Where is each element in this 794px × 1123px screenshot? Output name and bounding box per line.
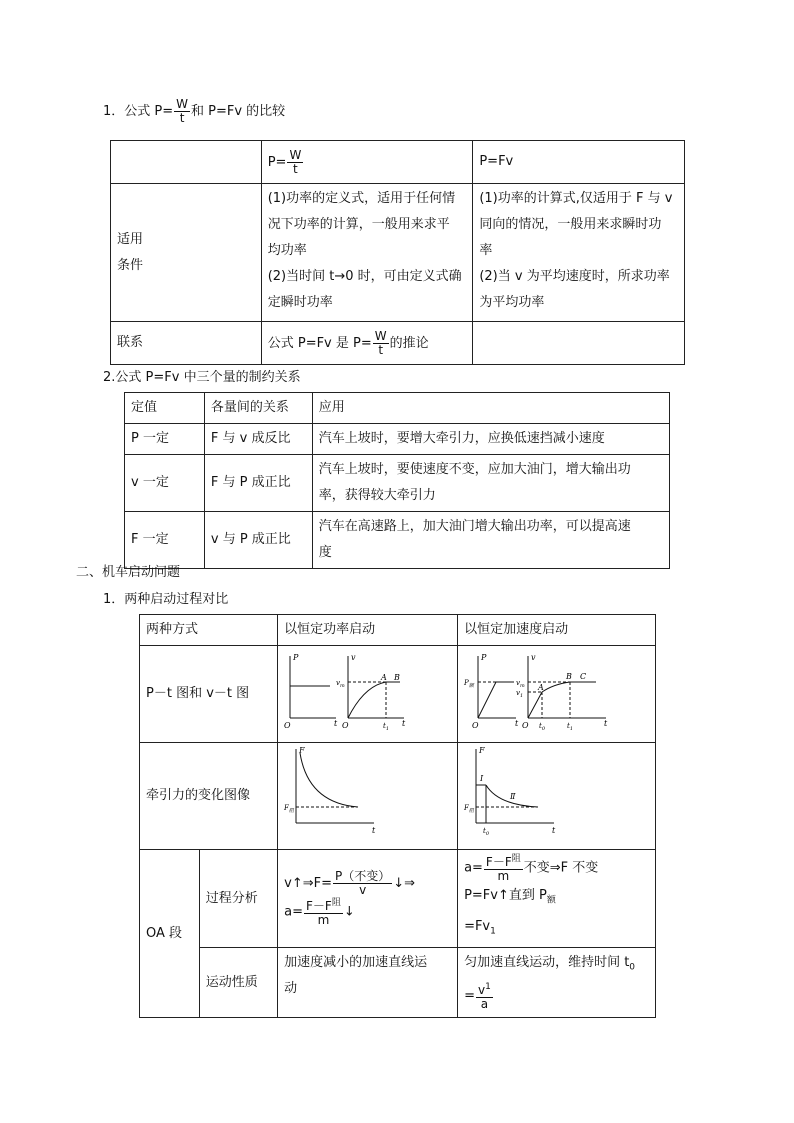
axis-F: F [299, 746, 305, 755]
origin-O: O [284, 721, 291, 730]
origin-O: O [342, 721, 349, 730]
pt-vt-graph-constant-power [278, 646, 448, 732]
table-row-app: 汽车上坡时，要增大牵引力，应换低速挡减小速度 [312, 424, 669, 455]
axis-v: v [351, 653, 356, 662]
table-row-rel: F 与 v 成反比 [204, 424, 312, 455]
point-C: C [580, 672, 587, 681]
table-row-app: 汽车上坡时，要使速度不变，应加大油门，增大输出功 率，获得较大牵引力 [312, 455, 669, 512]
point-A: A [538, 683, 544, 692]
label-vm: $v_m$ [336, 679, 345, 689]
nature-constant-accel: 匀加速直线运动，维持时间 $t_0$ = $\frac{v^1}{a}$ [458, 948, 656, 1018]
header-cell: 定值 [125, 393, 205, 424]
row-label-oa: OA 段 [140, 850, 200, 1018]
col-header-2: P=Fv [473, 141, 685, 184]
axis-v: v [531, 653, 536, 662]
row-label-nature: 运动性质 [199, 948, 277, 1018]
s2-heading: 2.公式 P=Fv 中三个量的制约关系 [103, 370, 301, 385]
header-cell: 以恒定功率启动 [278, 615, 458, 646]
label-Fz: $F_阻$ [464, 804, 474, 814]
axis-P: P [293, 653, 299, 662]
point-B: B [394, 673, 401, 682]
table-row-rel: F 与 P 成正比 [204, 455, 312, 512]
axis-t: t [604, 719, 608, 728]
row-label-graph: P－t 图和 v－t 图 [140, 646, 278, 743]
empty-cell [111, 141, 262, 184]
empty-cell [473, 322, 685, 365]
graph-constant-power [278, 646, 458, 743]
header-cell: 两种方式 [140, 615, 278, 646]
force-graph-constant-accel [458, 743, 656, 850]
force-graph-constant-power [278, 743, 458, 850]
axis-t: t [552, 826, 556, 835]
F-t-graph-constant-accel [458, 743, 648, 839]
label-v1: $v_1$ [516, 689, 524, 699]
table-row-key: F 一定 [125, 512, 205, 569]
pt-vt-graph-constant-accel [458, 646, 648, 732]
graph-constant-accel [458, 646, 656, 743]
comparison-table [110, 140, 685, 365]
constraint-table [124, 392, 670, 569]
proc-constant-accel: a= $\frac{F-F^阻}{m}$ 不变⇒F 不变 P=Fv↑直到 $P_额$ $=Fv_1$ [458, 850, 656, 948]
label-t1: $t_1$ [567, 722, 574, 732]
s3-heading: 1．两种启动过程对比 [103, 592, 229, 607]
col-header-1: P= $\frac{W}{t}$ [261, 141, 473, 184]
label-t0: $t_0$ [483, 827, 490, 837]
table-row-key: v 一定 [125, 455, 205, 512]
row-label-apply: 适用 条件 [111, 184, 262, 322]
axis-t: t [372, 826, 376, 835]
startup-table [139, 614, 656, 1018]
table-row-app: 汽车在高速路上，加大油门增大输出功率，可以提高速 度 [312, 512, 669, 569]
table-row-key: P 一定 [125, 424, 205, 455]
nature-constant-power: 加速度减小的加速直线运 动 [278, 948, 458, 1018]
s1-heading: 1．公式 P= $\frac{W}{t}$ 和 P=Fv 的比较 [103, 97, 286, 125]
proc-constant-power: v↑⇒F= $\frac{\text{P（不变）}}{v}$ ↓⇒ a= $\frac{F-F^阻}{m}$ ↓ [278, 850, 458, 948]
point-B: B [566, 672, 572, 681]
axis-F: F [479, 746, 485, 755]
label-t0: $t_0$ [539, 722, 546, 732]
row-label-rel: 联系 [111, 322, 262, 365]
axis-P: P [481, 653, 487, 662]
label-t1: $t_1$ [383, 722, 390, 732]
header-cell: 以恒定加速度启动 [458, 615, 656, 646]
segment-I: Ⅰ [480, 774, 484, 783]
apply-calc-cell: (1)功率的计算式,仅适用于 F 与 v 同向的情况，一般用来求瞬时功 率 (2)当 v 为平均速度时，所求功率 为平均功率 [473, 184, 685, 322]
label-vm: $v_m$ [516, 679, 525, 689]
row-label-force: 牵引力的变化图像 [140, 743, 278, 850]
table-row-rel: v 与 P 成正比 [204, 512, 312, 569]
rel-cell: 公式 P=Fv 是 P= $\frac{W}{t}$ 的推论 [261, 322, 473, 365]
axis-t: t [515, 719, 519, 728]
point-A: A [381, 673, 387, 682]
origin-O: O [522, 721, 529, 730]
section-title: 二、机车启动问题 [76, 565, 181, 580]
F-t-graph-constant-power [278, 743, 448, 839]
header-cell: 应用 [312, 393, 669, 424]
label-Fz: $F_阻$ [284, 804, 295, 814]
row-label-proc: 过程分析 [199, 850, 277, 948]
axis-t: t [334, 719, 338, 728]
origin-O: O [472, 721, 479, 730]
axis-t: t [402, 719, 406, 728]
label-Pe: $P_额$ [464, 679, 474, 689]
header-cell: 各量间的关系 [204, 393, 312, 424]
segment-II: Ⅱ [510, 792, 516, 801]
apply-def-cell: (1)功率的定义式，适用于任何情 况下功率的计算，一般用来求平 均功率 (2)当时间 t→0 时，可由定义式确 定瞬时功率 [261, 184, 473, 322]
